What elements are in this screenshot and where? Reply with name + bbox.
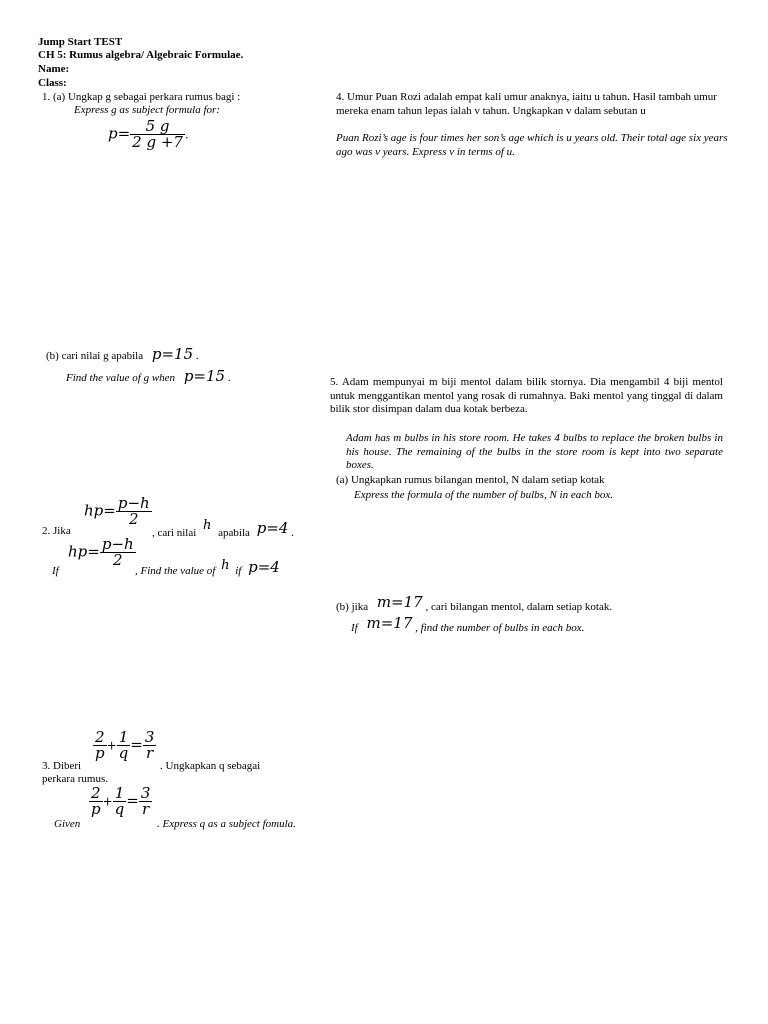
q5b-malay-post: , cari bilangan mentol, dalam setiap kotak.	[425, 601, 613, 613]
q1-formula-dot: .	[184, 128, 189, 142]
q5b-english-pre: If	[351, 622, 358, 634]
q3-frac1-num: 2	[95, 728, 105, 746]
q2-malay-prefix: 2. Jika	[42, 525, 71, 537]
q2-malay-equation: p=4	[256, 519, 289, 537]
q3-malay-suffix: . Ungkapkan q sebagai	[160, 760, 261, 772]
q3-en-frac3	[139, 784, 153, 818]
q5b-english-post: , find the number of bulbs in each box.	[415, 622, 585, 634]
q3-frac3	[143, 728, 157, 762]
q5a-english: Express the formula of the number of bulbs, N in each box.	[354, 489, 613, 501]
q1b-english-equation: p=15	[183, 367, 226, 385]
q2-english-if: If	[52, 565, 59, 577]
q1-fraction	[130, 117, 185, 151]
q3-equation-english	[89, 784, 152, 818]
q3-frac2-num: 1	[118, 728, 129, 746]
q2-numerator: p−h	[117, 494, 150, 512]
q3-en-frac2-num: 1	[114, 784, 125, 802]
q3-en-frac2-den: q	[114, 800, 125, 818]
q3-frac3-num: 3	[144, 728, 155, 746]
q3-plus: +	[106, 738, 117, 753]
q5b-malay-pre: (b) jika	[336, 601, 369, 613]
q2-fraction	[116, 494, 152, 528]
q2-formula-lhs: hp=	[84, 501, 116, 520]
q2-en-denominator: 2	[112, 551, 123, 569]
q3-frac1-den: p	[95, 744, 105, 762]
q2-malay-h: h	[203, 518, 212, 533]
q3-en-frac2	[113, 784, 127, 818]
q3-en-frac3-den: r	[142, 800, 150, 818]
q3-frac1	[93, 728, 107, 762]
q4-english: Puan Rozi’s age is four times her son’s age which is u years old. Their total age six years ago was v years. Express v in terms of u.	[336, 132, 728, 158]
name-label: Name:	[38, 63, 70, 75]
q1b-malay-equation: p=15	[151, 345, 194, 363]
class-label: Class:	[38, 77, 67, 89]
q2-formula-malay	[84, 494, 152, 528]
q3-frac3-den: r	[146, 744, 154, 762]
q5-english: Adam has m bulbs in his store room. He takes 4 bulbs to replace the broken bulbs in his house. The remaining of the bulbs in the store room is kept into two separate boxes.	[346, 432, 723, 472]
q1-numerator: 5 g	[145, 117, 170, 135]
q1a-malay: 1. (a) Ungkap g sebagai perkara rumus bagi :	[42, 91, 241, 103]
q5b-malay	[336, 593, 613, 614]
q3-en-frac1-den: p	[91, 800, 101, 818]
q2-en-numerator: p−h	[101, 535, 134, 553]
q5b-malay-equation: m=17	[376, 593, 423, 611]
q2-english-h: h	[221, 558, 230, 573]
q3-en-frac1-num: 2	[91, 784, 101, 802]
q3-frac2-den: q	[118, 744, 129, 762]
q2-formula-english	[68, 535, 136, 569]
q5b-english-equation: m=17	[366, 614, 413, 632]
test-title: Jump Start TEST	[38, 36, 123, 48]
q1b-malay-dot: .	[195, 350, 199, 362]
q3-malay-prefix: 3. Diberi	[42, 760, 82, 772]
q2-english-rest	[135, 558, 280, 578]
q3-en-equals: =	[126, 791, 139, 810]
q1-denominator: 2 g +7	[132, 133, 183, 151]
q3-equation-malay	[93, 728, 156, 762]
q4-malay: 4. Umur Puan Rozi adalah empat kali umur anaknya, iaitu u tahun. Hasil tambah umur mereka enam tahun lepas ialah v tahun. Ungkapkan v dalam sebutan u	[336, 91, 717, 117]
q5b-english	[351, 614, 585, 635]
q3-en-frac3-num: 3	[140, 784, 151, 802]
q2-en-formula-lhs: hp=	[68, 542, 100, 561]
q5a-malay: (a) Ungkapkan rumus bilangan mentol, N dalam setiap kotak	[336, 474, 605, 486]
q3-en-plus: +	[102, 794, 113, 809]
q1a-english: Express g as subject formula for:	[74, 104, 220, 116]
q1b-english	[66, 367, 231, 385]
q3-frac2	[117, 728, 131, 762]
q5-malay: 5. Adam mempunyai m biji mentol dalam bilik stornya. Dia mengambil 4 biji mentol untuk menggantikan mentol yang rosak di rumahnya. Baki mentol yang tinggal di dalam bilik stor disimpan dalam dua kotak berbeza.	[330, 376, 723, 416]
q3-malay-line2: perkara rumus.	[42, 773, 108, 785]
q2-malay-mid: , cari nilai	[152, 527, 197, 539]
q2-english-mid: , Find the value of	[135, 565, 216, 577]
q3-english-suffix: . Express q as a subject fomula.	[157, 818, 296, 830]
q2-english-equation: p=4	[248, 558, 280, 576]
q1b-malay-text: (b) cari nilai g apabila	[46, 350, 144, 362]
q3-equals: =	[130, 735, 143, 754]
q2-denominator: 2	[128, 510, 139, 528]
q1-formula	[108, 117, 189, 151]
chapter-title: CH 5: Rumus algebra/ Algebraic Formulae.	[38, 49, 244, 61]
q2-malay-apabila: apabila	[218, 527, 250, 539]
q1-formula-lhs: p=	[108, 124, 131, 143]
q1b-malay	[46, 345, 199, 363]
q2-malay-rest	[152, 518, 294, 540]
q1b-english-text: Find the value of g when	[66, 372, 176, 384]
q2-malay-dot: .	[291, 527, 294, 539]
q3-english-prefix: Given	[54, 818, 81, 830]
q2-en-fraction	[100, 535, 136, 569]
q3-en-frac1	[89, 784, 103, 818]
q2-english-if2: if	[235, 565, 242, 577]
q1b-english-dot: .	[227, 372, 231, 384]
